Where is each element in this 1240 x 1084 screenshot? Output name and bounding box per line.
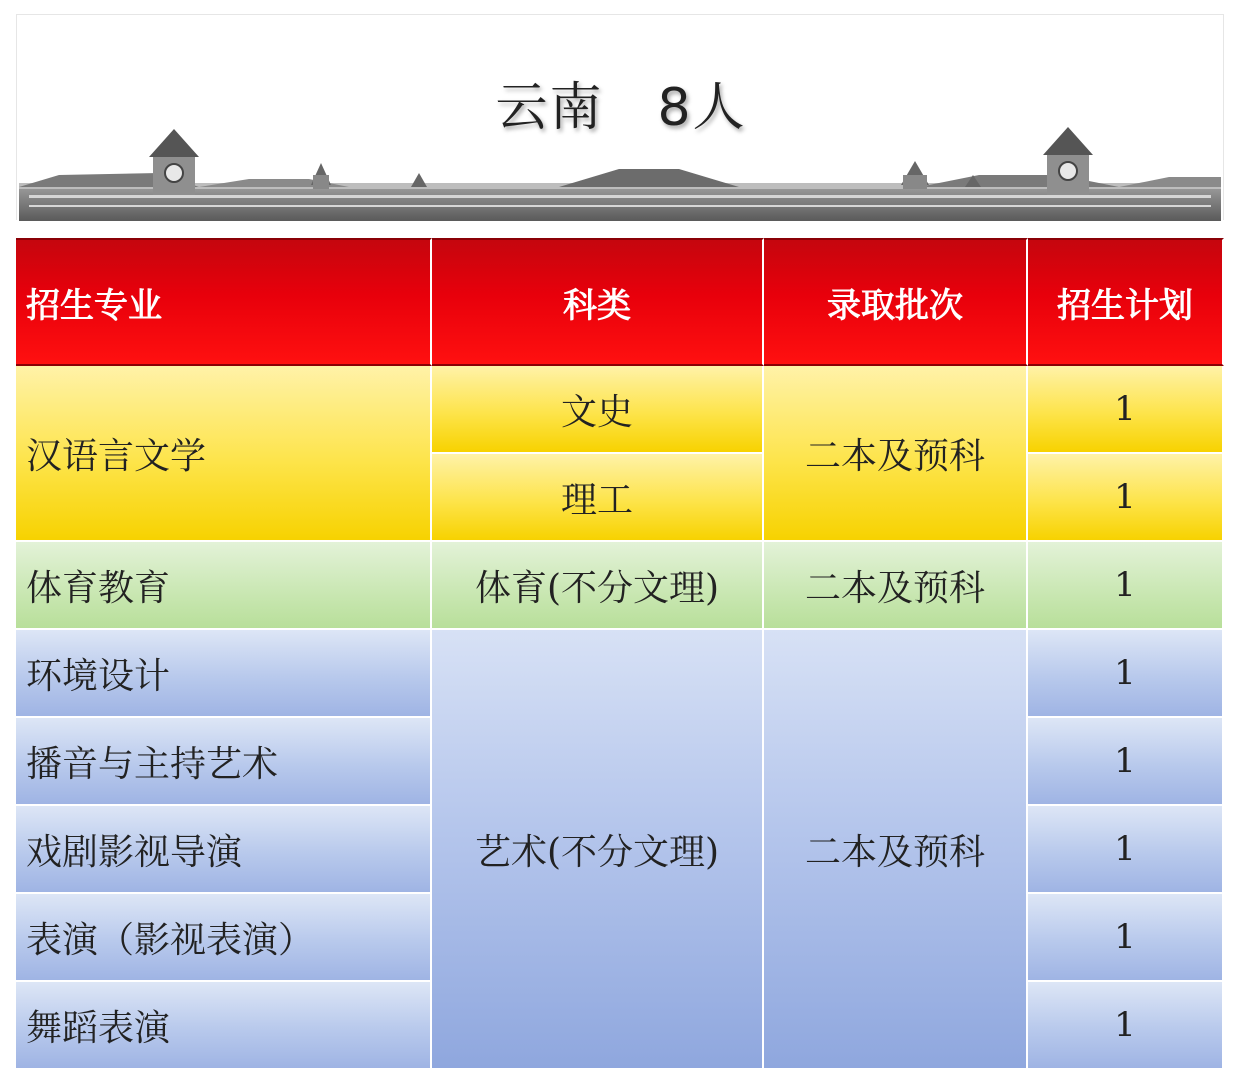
- plan-cell: 1: [1028, 366, 1224, 454]
- batch-cell: 二本及预科: [764, 366, 1028, 542]
- batch-cell: 二本及预科: [764, 542, 1028, 630]
- category-cell: 体育(不分文理): [432, 542, 764, 630]
- plan-cell: 1: [1028, 542, 1224, 630]
- major-cell: 表演（影视表演）: [16, 894, 432, 982]
- column-header-plan: 招生计划: [1028, 238, 1224, 366]
- major-cell: 汉语言文学: [16, 366, 432, 542]
- major-cell: 播音与主持艺术: [16, 718, 432, 806]
- plan-cell: 1: [1028, 806, 1224, 894]
- plan-cell: 1: [1028, 718, 1224, 806]
- page-title: 云南 8人: [495, 78, 747, 138]
- enrollment-table: [16, 238, 1224, 1070]
- major-cell: 环境设计: [16, 630, 432, 718]
- plan-cell: 1: [1028, 630, 1224, 718]
- column-header-major: 招生专业: [16, 238, 432, 366]
- major-cell: 舞蹈表演: [16, 982, 432, 1070]
- major-cell: 戏剧影视导演: [16, 806, 432, 894]
- column-header-category: 科类: [432, 238, 764, 366]
- campus-skyline-illustration: [19, 125, 1221, 221]
- plan-cell: 1: [1028, 894, 1224, 982]
- category-cell: 理工: [432, 454, 764, 542]
- major-cell: 体育教育: [16, 542, 432, 630]
- category-cell: 文史: [432, 366, 764, 454]
- header-banner: [16, 14, 1224, 220]
- batch-cell: 二本及预科: [764, 630, 1028, 1070]
- plan-cell: 1: [1028, 982, 1224, 1070]
- plan-cell: 1: [1028, 454, 1224, 542]
- column-header-batch: 录取批次: [764, 238, 1028, 366]
- category-cell: 艺术(不分文理): [432, 630, 764, 1070]
